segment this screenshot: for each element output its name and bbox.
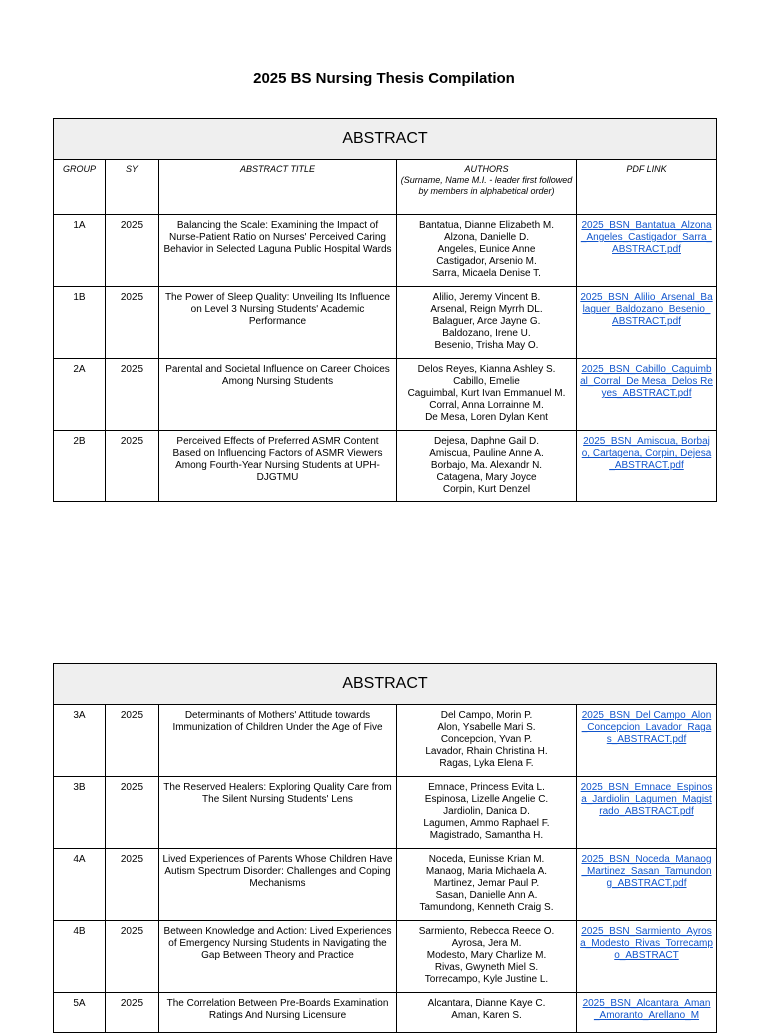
table-row — [54, 705, 717, 777]
author-name: Castigador, Arsenio M. — [436, 256, 537, 267]
author-name: Corral, Anna Lorrainne M. — [429, 400, 544, 411]
sy-cell: 2025 — [106, 849, 159, 921]
author-name: Alcantara, Dianne Kaye C. — [427, 998, 546, 1009]
author-name: Tamundong, Kenneth Craig S. — [419, 902, 554, 913]
author-name: Emnace, Princess Evita L. — [428, 782, 545, 793]
authors-cell — [397, 431, 577, 502]
author-name: Sarra, Micaela Denise T. — [432, 268, 541, 279]
author-name: Rivas, Gwyneth Miel S. — [434, 962, 539, 973]
author-name: Modesto, Mary Charlize M. — [426, 950, 547, 961]
author-name: Alon, Ysabelle Mari S. — [437, 722, 536, 733]
author-name: Baldozano, Irene U. — [442, 328, 531, 339]
column-header-pdf-link: PDF LINK — [577, 160, 717, 215]
authors-cell — [397, 993, 577, 1033]
authors-cell — [397, 705, 577, 777]
table-banner: ABSTRACT — [54, 664, 717, 705]
abstract-title-cell: Lived Experiences of Parents Whose Children Have Autism Spectrum Disorder: Challenges and Coping Mechanisms — [159, 849, 397, 921]
author-name: De Mesa, Loren Dylan Kent — [425, 412, 548, 423]
author-name: Lagumen, Ammo Raphael F. — [423, 818, 550, 829]
sy-cell: 2025 — [106, 287, 159, 359]
author-name: Del Campo, Morin P. — [440, 710, 533, 721]
author-name: Dejesa, Daphne Gail D. — [433, 436, 540, 447]
author-name: Sasan, Danielle Ann A. — [435, 890, 538, 901]
group-cell: 4A — [54, 849, 106, 921]
abstract-table-1 — [53, 118, 717, 502]
authors-cell — [397, 359, 577, 431]
table-body — [54, 215, 717, 502]
author-name: Jardiolin, Danica D. — [443, 806, 530, 817]
sy-cell: 2025 — [106, 215, 159, 287]
sy-cell: 2025 — [106, 359, 159, 431]
sy-cell: 2025 — [106, 705, 159, 777]
abstract-title-cell: The Correlation Between Pre-Boards Examination Ratings And Nursing Licensure — [159, 993, 397, 1033]
author-name: Balaguer, Arce Jayne G. — [432, 316, 541, 327]
sy-cell: 2025 — [106, 921, 159, 993]
author-name: Angeles, Eunice Anne — [437, 244, 536, 255]
group-cell: 3A — [54, 705, 106, 777]
author-name: Ayrosa, Jera M. — [451, 938, 522, 949]
author-name: Noceda, Eunisse Krian M. — [428, 854, 545, 865]
pdf-link-cell — [577, 431, 717, 502]
author-name: Martinez, Jemar Paul P. — [433, 878, 540, 889]
authors-cell — [397, 215, 577, 287]
authors-cell — [397, 287, 577, 359]
author-name: Caguimbal, Kurt Ivan Emmanuel M. — [407, 388, 566, 399]
pdf-link-cell — [577, 777, 717, 849]
group-cell: 4B — [54, 921, 106, 993]
authors-cell — [397, 921, 577, 993]
sy-cell: 2025 — [106, 431, 159, 502]
pdf-link-cell — [577, 215, 717, 287]
authors-header-label: AUTHORS — [464, 164, 509, 174]
abstract-title-cell: Determinants of Mothers' Attitude towards Immunization of Children Under the Age of Five — [159, 705, 397, 777]
pdf-link-cell — [577, 849, 717, 921]
authors-header-note: (Surname, Name M.I. - leader first followed by members in alphabetical order) — [400, 175, 573, 196]
author-name: Borbajo, Ma. Alexandr N. — [430, 460, 543, 471]
table-banner: ABSTRACT — [54, 119, 717, 160]
author-name: Espinosa, Lizelle Angelie C. — [424, 794, 549, 805]
table-body — [54, 705, 717, 1033]
author-name: Corpin, Kurt Denzel — [442, 484, 531, 495]
column-header-authors — [397, 160, 577, 215]
pdf-link[interactable]: 2025_BSN_Alilio_Arsenal_Balaguer_Baldozano_Besenio_ABSTRACT.pdf — [580, 292, 713, 327]
pdf-link[interactable]: 2025_BSN_Bantatua_Alzona_Angeles_Castigador_Sarra_ABSTRACT.pdf — [580, 220, 713, 255]
abstract-title-cell: Perceived Effects of Preferred ASMR Content Based on Influencing Factors of ASMR Viewers Among Fourth-Year Nursing Students at UPH-DJGTMU — [159, 431, 397, 502]
author-name: Alilio, Jeremy Vincent B. — [432, 292, 541, 303]
authors-cell — [397, 777, 577, 849]
author-name: Catagena, Mary Joyce — [436, 472, 537, 483]
table-row — [54, 849, 717, 921]
pdf-link[interactable]: 2025_BSN_Noceda_Manaog_Martinez_Sasan_Tamundong_ABSTRACT.pdf — [581, 854, 712, 889]
table-row — [54, 287, 717, 359]
author-name: Amiscua, Pauline Anne A. — [429, 448, 544, 459]
table-row — [54, 215, 717, 287]
abstract-title-cell: The Power of Sleep Quality: Unveiling Its Influence on Level 3 Nursing Students' Academic Performance — [159, 287, 397, 359]
group-cell: 2B — [54, 431, 106, 502]
authors-cell — [397, 849, 577, 921]
pdf-link-cell — [577, 993, 717, 1033]
abstract-table-2 — [53, 663, 717, 1033]
sy-cell: 2025 — [106, 993, 159, 1033]
group-cell: 2A — [54, 359, 106, 431]
author-name: Arsenal, Reign Myrrh DL. — [430, 304, 543, 315]
pdf-link[interactable]: 2025_BSN_Sarmiento_Ayrosa_Modesto_Rivas_Torrecampo_ABSTRACT — [580, 926, 713, 961]
pdf-link-cell — [577, 705, 717, 777]
author-name: Torrecampo, Kyle Justine L. — [424, 974, 549, 985]
pdf-link[interactable]: 2025_BSN_Amiscua, Borbajo, Cartagena, Corpin, Dejesa_ABSTRACT.pdf — [581, 436, 712, 471]
table-row — [54, 431, 717, 502]
pdf-link[interactable]: 2025_BSN_Cabillo_Caguimbal_Corral_De Mesa_Delos Reyes_ABSTRACT.pdf — [580, 364, 713, 399]
table-row — [54, 359, 717, 431]
table-row — [54, 993, 717, 1033]
author-name: Sarmiento, Rebecca Reece O. — [418, 926, 555, 937]
author-name: Delos Reyes, Kianna Ashley S. — [417, 364, 556, 375]
author-name: Lavador, Rhain Christina H. — [425, 746, 548, 757]
abstract-title-cell: Between Knowledge and Action: Lived Experiences of Emergency Nursing Students in Navigating the Gap Between Theory and Practice — [159, 921, 397, 993]
author-name: Besenio, Trisha May O. — [434, 340, 539, 351]
author-name: Aman, Karen S. — [451, 1010, 522, 1021]
abstract-title-cell: The Reserved Healers: Exploring Quality Care from The Silent Nursing Students' Lens — [159, 777, 397, 849]
author-name: Cabillo, Emelie — [453, 376, 520, 387]
page-title: 2025 BS Nursing Thesis Compilation — [253, 70, 515, 87]
column-header-group: GROUP — [54, 160, 106, 215]
author-name: Alzona, Danielle D. — [443, 232, 530, 243]
pdf-link-cell — [577, 921, 717, 993]
group-cell: 3B — [54, 777, 106, 849]
author-name: Manaog, Maria Michaela A. — [425, 866, 548, 877]
author-name: Magistrado, Samantha H. — [429, 830, 544, 841]
pdf-link[interactable]: 2025_BSN_Del Campo_Alon_Concepcion_Lavador_Ragas_ABSTRACT.pdf — [581, 710, 712, 745]
sy-cell: 2025 — [106, 777, 159, 849]
pdf-link-cell — [577, 287, 717, 359]
author-name: Ragas, Lyka Elena F. — [439, 758, 534, 769]
pdf-link[interactable]: 2025_BSN_Emnace_Espinosa_Jardiolin_Lagumen_Magistrado_ABSTRACT.pdf — [580, 782, 713, 817]
pdf-link-cell — [577, 359, 717, 431]
author-name: Concepcion, Yvan P. — [440, 734, 533, 745]
group-cell: 1B — [54, 287, 106, 359]
author-name: Bantatua, Dianne Elizabeth M. — [418, 220, 555, 231]
column-header-sy: SY — [106, 160, 159, 215]
abstract-title-cell: Balancing the Scale: Examining the Impact of Nurse-Patient Ratio on Nurses' Perceived Caring Behavior in Selected Laguna Public Hospital Wards — [159, 215, 397, 287]
table-row — [54, 921, 717, 993]
pdf-link[interactable]: 2025_BSN_Alcantara_Aman_Amoranto_Arellano_M — [582, 998, 711, 1021]
table-row — [54, 777, 717, 849]
column-header-abstract-title: ABSTRACT TITLE — [159, 160, 397, 215]
abstract-title-cell: Parental and Societal Influence on Career Choices Among Nursing Students — [159, 359, 397, 431]
group-cell: 5A — [54, 993, 106, 1033]
group-cell: 1A — [54, 215, 106, 287]
